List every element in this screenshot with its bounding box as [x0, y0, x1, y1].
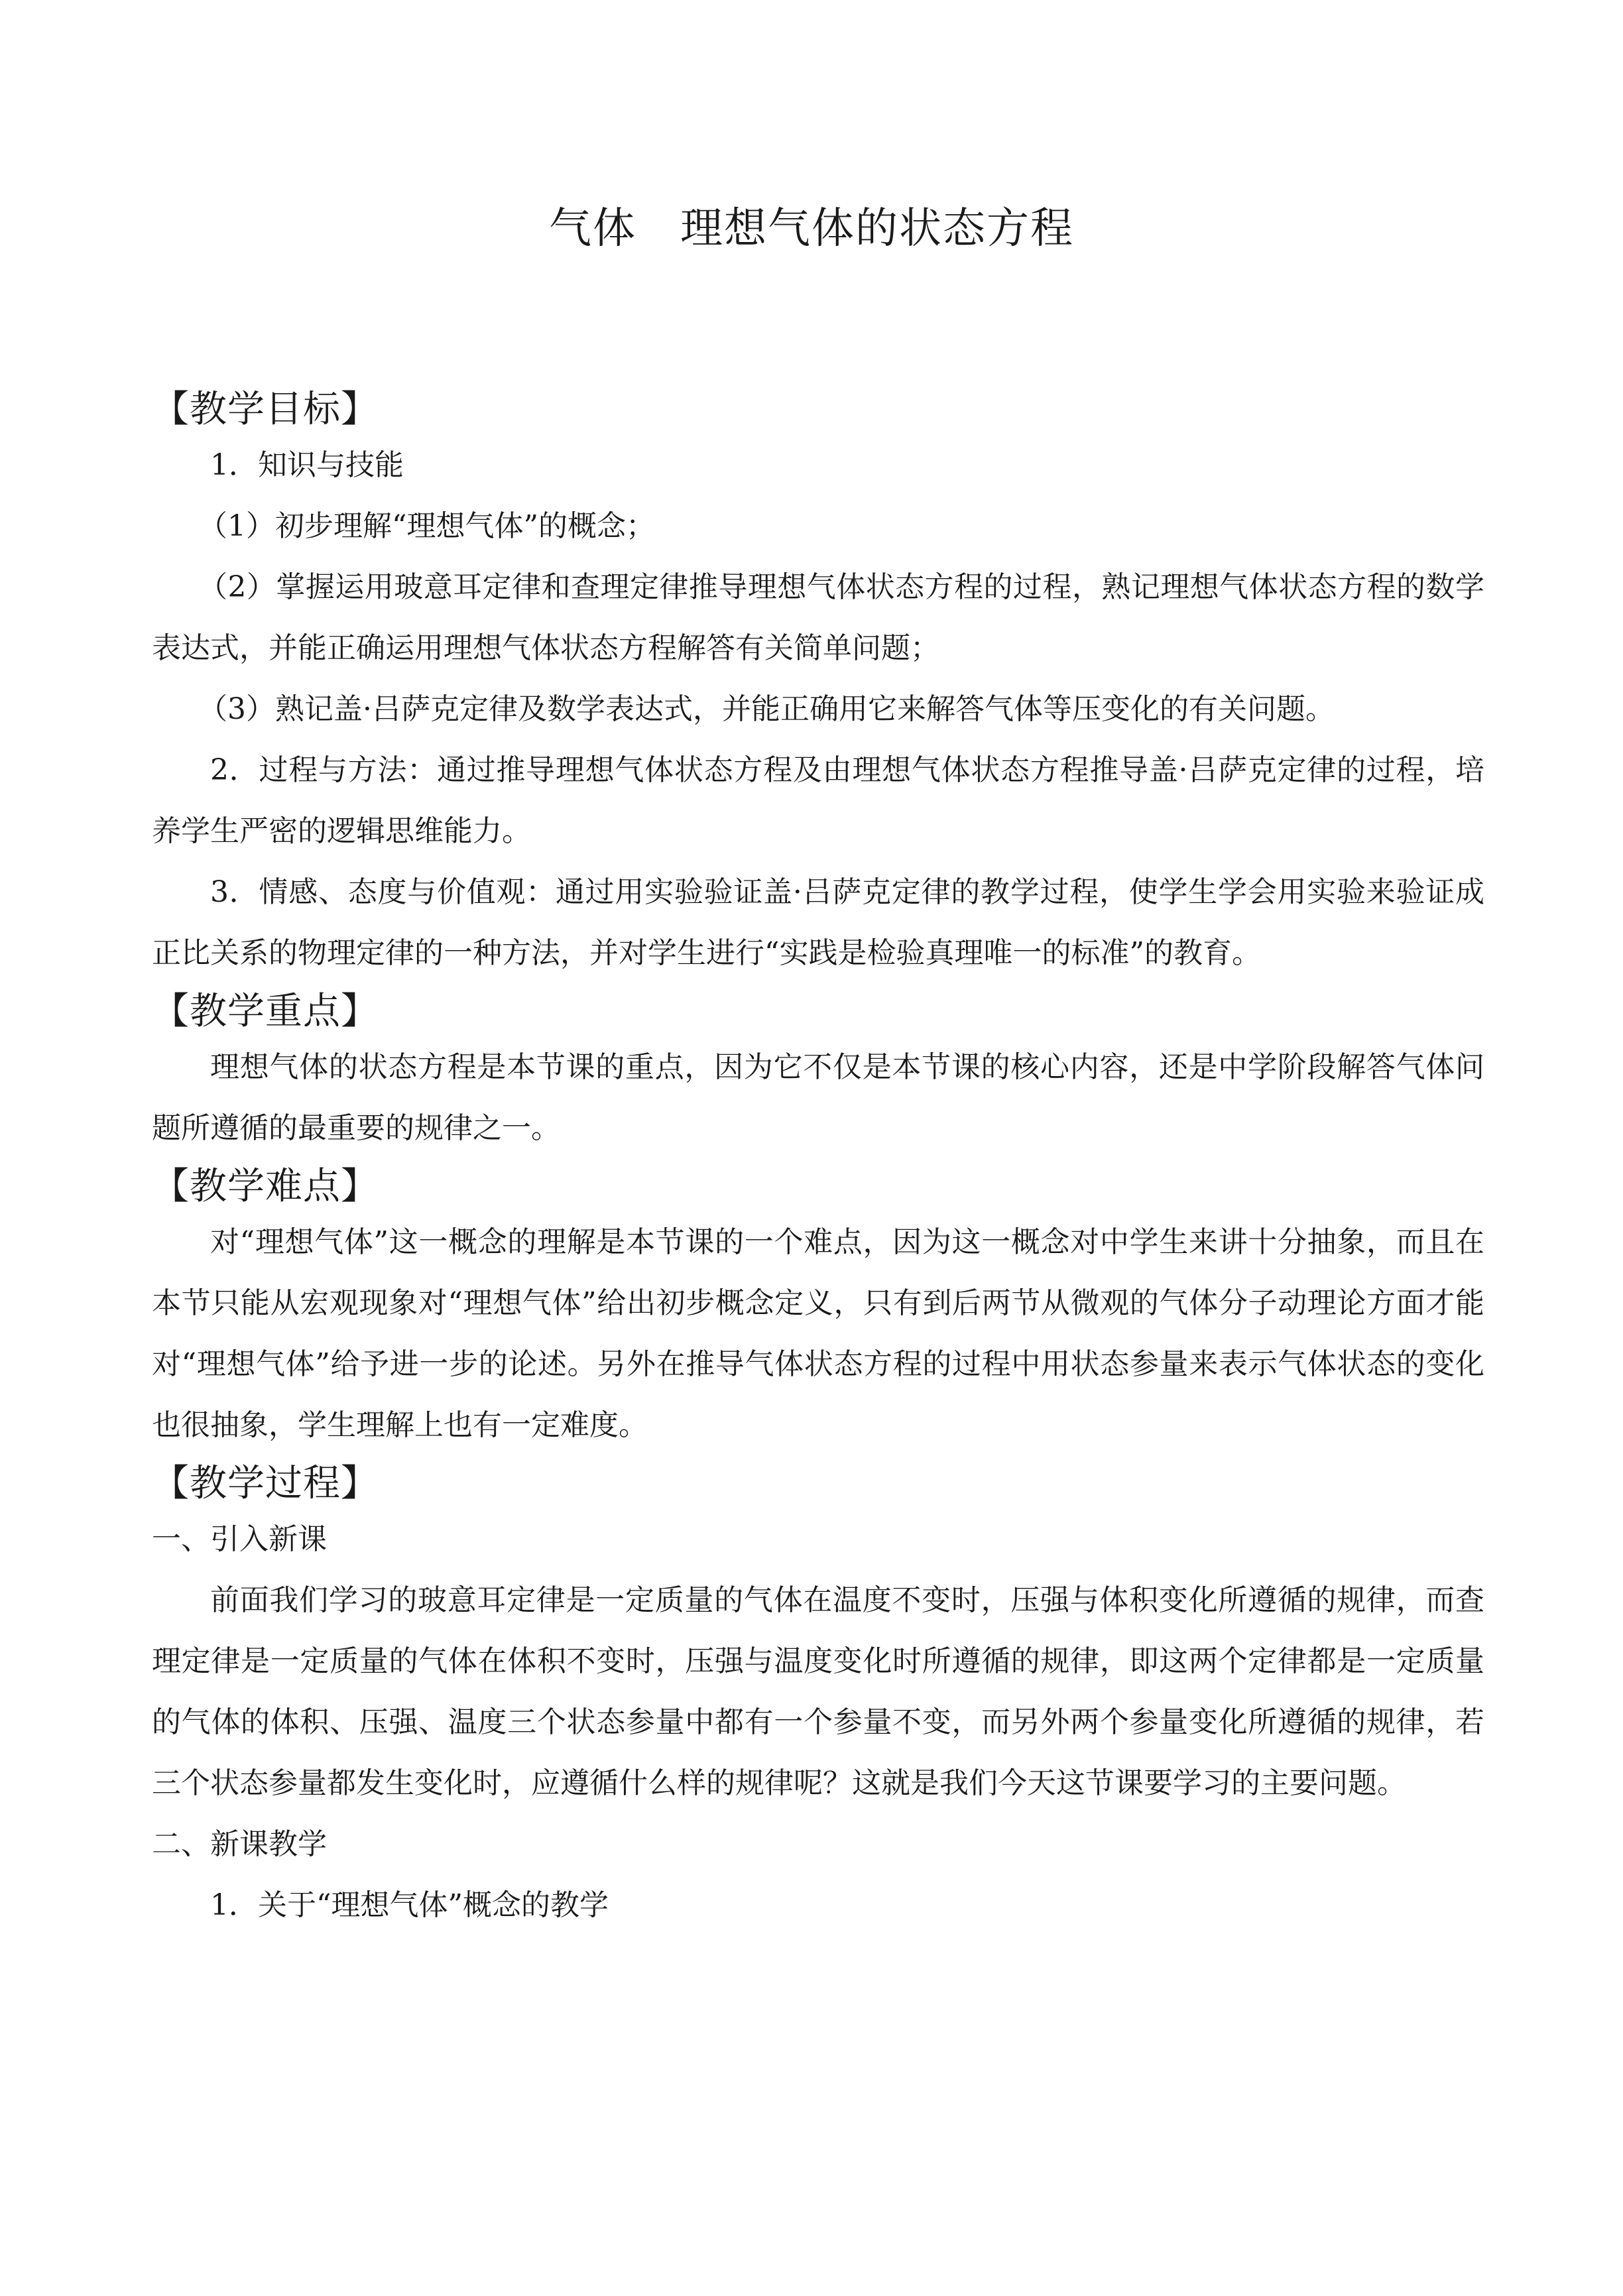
- process-part-2-item-1: 1．关于“理想气体”概念的教学: [210, 1888, 609, 1922]
- document-body: [152, 385, 1484, 1936]
- key-text: 理想气体的状态方程是本节课的重点，因为它不仅是本节课的核心内容，还是中学阶段解答气体问题所遵循的最重要的规律之一。: [152, 1050, 1484, 1145]
- section-heading-difficulty: 【教学难点】: [152, 1165, 379, 1208]
- goals-item-3: 3．情感、态度与价值观：通过用实验验证盖·吕萨克定律的教学过程，使学生学会用实验来验证成正比关系的物理定律的一种方法，并对学生进行“实践是检验真理唯一的标准”的教育。: [152, 875, 1484, 970]
- goals-sub-1: （1）初步理解“理想气体”的概念；: [198, 509, 655, 543]
- goals-item-2: 2．过程与方法：通过推导理想气体状态方程及由理想气体状态方程推导盖·吕萨克定律的过程，培养学生严密的逻辑思维能力。: [152, 753, 1484, 848]
- section-heading-key: 【教学重点】: [152, 990, 379, 1033]
- difficulty-text: 对“理想气体”这一概念的理解是本节课的一个难点，因为这一概念对中学生来讲十分抽象，而且在本节只能从宏观现象对“理想气体”给出初步概念定义，只有到后两节从微观的气体分子动理论方面才能对“理想气体”给予进一步的论述。另外在推导气体状态方程的过程中用状态参量来表示气体状态的变化也很抽象，学生理解上也有一定难度。: [152, 1225, 1485, 1442]
- goals-item-1: 1．知识与技能: [210, 448, 404, 482]
- process-part-1-title: 一、引入新课: [152, 1522, 327, 1556]
- page-title: 气体 理想气体的状态方程: [549, 204, 1074, 253]
- goals-sub-2: （2）掌握运用玻意耳定律和查理定律推导理想气体状态方程的过程，熟记理想气体状态方程的数学表达式，并能正确运用理想气体状态方程解答有关简单问题；: [152, 570, 1484, 665]
- process-part-1-text: 前面我们学习的玻意耳定律是一定质量的气体在温度不变时，压强与体积变化所遵循的规律，而查理定律是一定质量的气体在体积不变时，压强与温度变化时所遵循的规律，即这两个定律都是一定质量的气体的体积、压强、温度三个状态参量中都有一个参量不变，而另外两个参量变化所遵循的规律，若三个状态参量都发生变化时，应遵循什么样的规律呢？这就是我们今天这节课要学习的主要问题。: [152, 1583, 1484, 1800]
- process-part-2-title: 二、新课教学: [152, 1827, 327, 1861]
- goals-sub-3: （3）熟记盖·吕萨克定律及数学表达式，并能正确用它来解答气体等压变化的有关问题。: [198, 692, 1335, 726]
- section-heading-process: 【教学过程】: [152, 1462, 379, 1505]
- section-heading-goals: 【教学目标】: [152, 388, 379, 431]
